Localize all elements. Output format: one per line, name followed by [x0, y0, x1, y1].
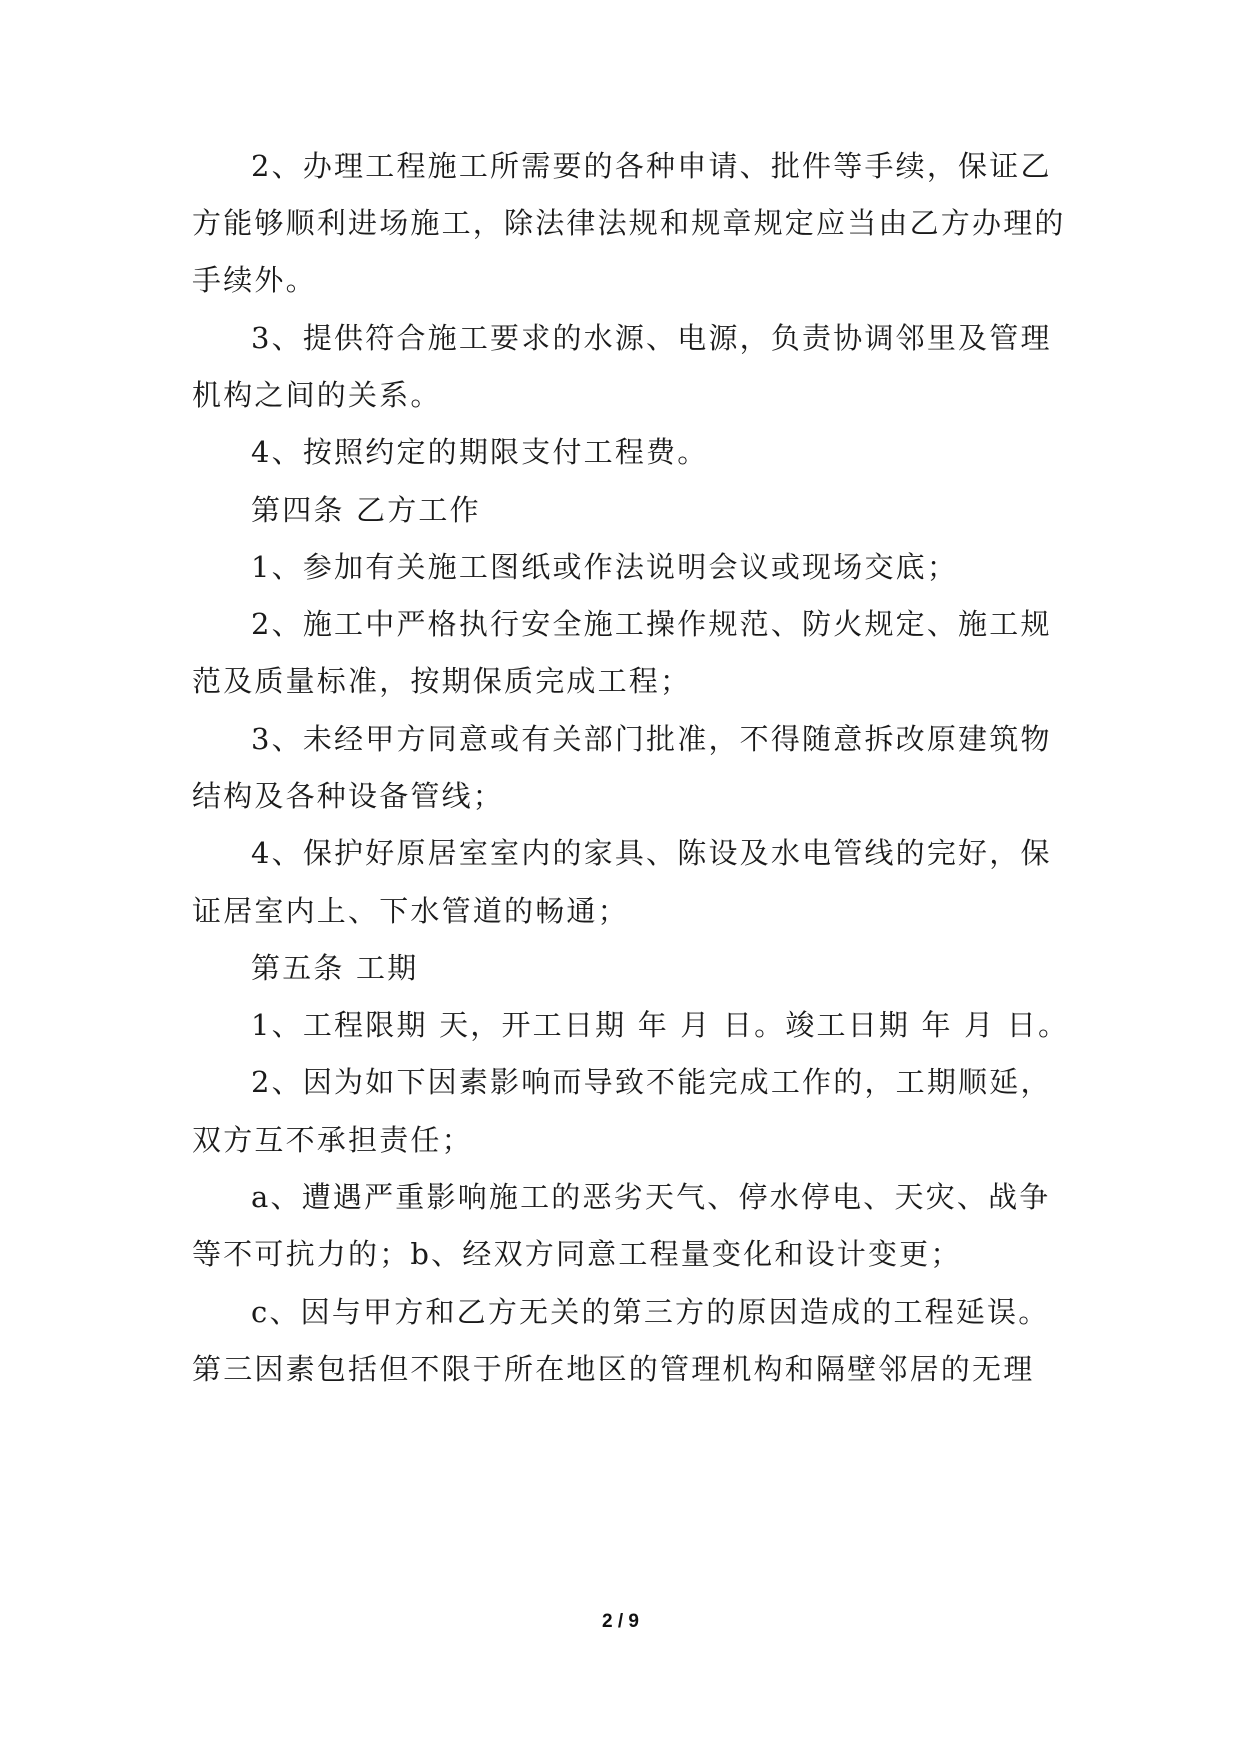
page-number: 2 / 9	[602, 1611, 639, 1632]
article-5-heading: 第五条 工期	[251, 951, 419, 985]
p9-line-1: 2、因为如下因素影响而导致不能完成工作的，工期顺延，	[251, 1065, 1052, 1099]
p7-line-1: 4、保护好原居室室内的家具、陈设及水电管线的完好，保	[251, 836, 1052, 870]
p6-line-1: 3、未经甲方同意或有关部门批准，不得随意拆改原建筑物	[251, 722, 1052, 756]
p8-line-1: 1、工程限期 天，开工日期 年 月 日。竣工日期 年 月 日。	[251, 1008, 1070, 1042]
article-4-heading: 第四条 乙方工作	[251, 493, 481, 527]
p5-line-2: 范及质量标准，按期保质完成工程；	[192, 664, 692, 698]
p4-line-1: 1、参加有关施工图纸或作法说明会议或现场交底；	[251, 550, 959, 584]
p11-line-1: c、因与甲方和乙方无关的第三方的原因造成的工程延误。	[251, 1295, 1050, 1329]
p6-line-2: 结构及各种设备管线；	[192, 779, 505, 813]
p7-line-2: 证居室内上、下水管道的畅通；	[192, 894, 629, 928]
p10-line-2: 等不可抗力的；b、经双方同意工程量变化和设计变更；	[192, 1237, 962, 1271]
p5-line-1: 2、施工中严格执行安全施工操作规范、防火规定、施工规	[251, 607, 1052, 641]
p2-line-2: 机构之间的关系。	[192, 378, 442, 412]
p1-line-2: 方能够顺利进场施工，除法律法规和规章规定应当由乙方办理的	[192, 206, 1066, 240]
p10-line-1: a、遭遇严重影响施工的恶劣天气、停水停电、天灾、战争	[251, 1180, 1051, 1214]
p9-line-2: 双方互不承担责任；	[192, 1123, 473, 1157]
p11-line-2: 第三因素包括但不限于所在地区的管理机构和隔壁邻居的无理	[192, 1352, 1035, 1386]
p3-line-1: 4、按照约定的期限支付工程费。	[251, 435, 709, 469]
p1-line-1: 2、办理工程施工所需要的各种申请、批件等手续，保证乙	[251, 149, 1052, 183]
p2-line-1: 3、提供符合施工要求的水源、电源，负责协调邻里及管理	[251, 321, 1052, 355]
p1-line-3: 手续外。	[192, 263, 317, 297]
